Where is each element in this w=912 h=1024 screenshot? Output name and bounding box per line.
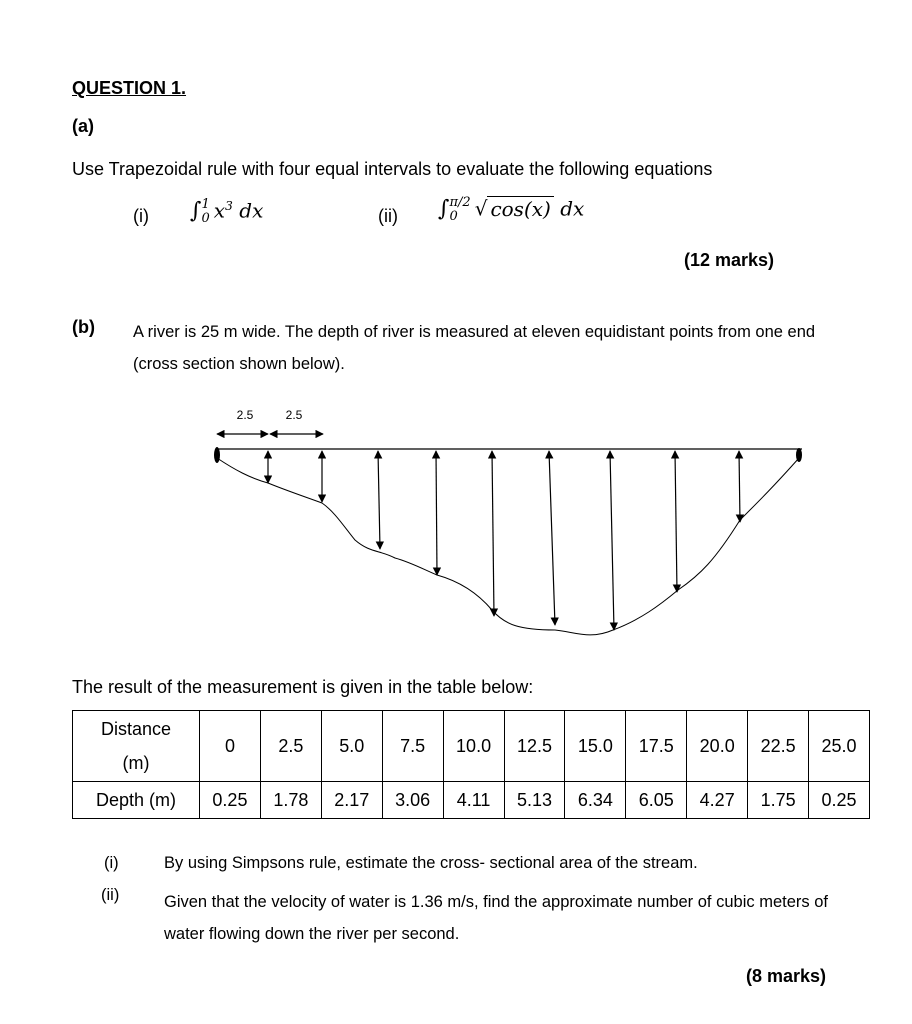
depth-cell: 3.06 — [382, 782, 443, 819]
depth-cell: 0.25 — [809, 782, 870, 819]
part-b-text: A river is 25 m wide. The depth of river is measured at eleven equidistant points from one end (cross section shown below). — [133, 323, 816, 373]
subquestion-ii-text: Given that the velocity of water is 1.36 m/s, find the approximate number of cubic meters of water flowing down the river per second. — [164, 893, 828, 943]
depth-arrow-4 — [436, 451, 437, 575]
distance-cell: 2.5 — [260, 711, 321, 782]
subquestion-ii-label: (ii) — [101, 886, 120, 904]
sqrt-symbol: √ — [474, 196, 488, 221]
part-b-label: (b) — [72, 317, 95, 337]
depth-row — [73, 782, 870, 819]
distance-header: Distance (m) — [73, 711, 200, 782]
equation-ii: ∫π/2 0 √ cos(x) dx — [438, 195, 585, 224]
depth-cell: 4.11 — [443, 782, 504, 819]
depth-arrow-3 — [378, 451, 380, 549]
depth-cell: 6.34 — [565, 782, 626, 819]
spacing-label-1: 2.5 — [236, 408, 254, 422]
subquestion-i-label: (i) — [104, 854, 119, 872]
integral-symbol: ∫ — [190, 198, 202, 224]
integral-symbol: ∫ — [438, 196, 450, 222]
depth-cell: 2.17 — [321, 782, 382, 819]
bank-marker-left — [214, 447, 220, 463]
riverbed-profile — [217, 458, 799, 635]
equation-ii-label: (ii) — [378, 206, 398, 226]
spacing-label-2: 2.5 — [285, 408, 303, 422]
depth-header: Depth (m) — [73, 782, 200, 819]
depth-arrow-9 — [739, 451, 740, 522]
distance-cell: 20.0 — [687, 711, 748, 782]
question-title: QUESTION 1. — [72, 78, 187, 98]
equation-i-label: (i) — [133, 206, 149, 226]
distance-cell: 10.0 — [443, 711, 504, 782]
subquestion-i-text: By using Simpsons rule, estimate the cross- sectional area of the stream. — [164, 854, 698, 872]
distance-cell: 0 — [200, 711, 261, 782]
distance-cell: 5.0 — [321, 711, 382, 782]
distance-cell: 15.0 — [565, 711, 626, 782]
table-intro-text: The result of the measurement is given in the table below: — [72, 677, 534, 697]
depth-cell: 4.27 — [687, 782, 748, 819]
distance-cell: 7.5 — [382, 711, 443, 782]
part-a-marks: (12 marks) — [684, 250, 775, 270]
depth-cell: 5.13 — [504, 782, 565, 819]
measurement-table — [72, 710, 870, 819]
depth-cell: 6.05 — [626, 782, 687, 819]
distance-row — [73, 711, 870, 782]
depth-arrow-6 — [549, 451, 555, 625]
distance-cell: 22.5 — [748, 711, 809, 782]
depth-cell: 0.25 — [200, 782, 261, 819]
depth-arrow-8 — [675, 451, 677, 592]
depth-cell: 1.75 — [748, 782, 809, 819]
part-b-marks: (8 marks) — [746, 966, 827, 986]
equation-i: ∫1 0 $x^3$ dx — [190, 197, 264, 227]
depth-arrow-5 — [492, 451, 494, 616]
sqrt-body: cos(x) — [487, 196, 553, 221]
depth-cell: 1.78 — [260, 782, 321, 819]
integral-limits: 1 0 — [201, 197, 210, 227]
part-a-intro: Use Trapezoidal rule with four equal intervals to evaluate the following equations — [72, 159, 713, 179]
distance-cell: 25.0 — [809, 711, 870, 782]
bank-marker-right — [796, 448, 802, 462]
part-a-label: (a) — [72, 116, 94, 136]
distance-cell: 17.5 — [626, 711, 687, 782]
distance-cell: 12.5 — [504, 711, 565, 782]
integral-limits: π/2 0 — [449, 195, 471, 224]
depth-arrow-7 — [610, 451, 614, 630]
